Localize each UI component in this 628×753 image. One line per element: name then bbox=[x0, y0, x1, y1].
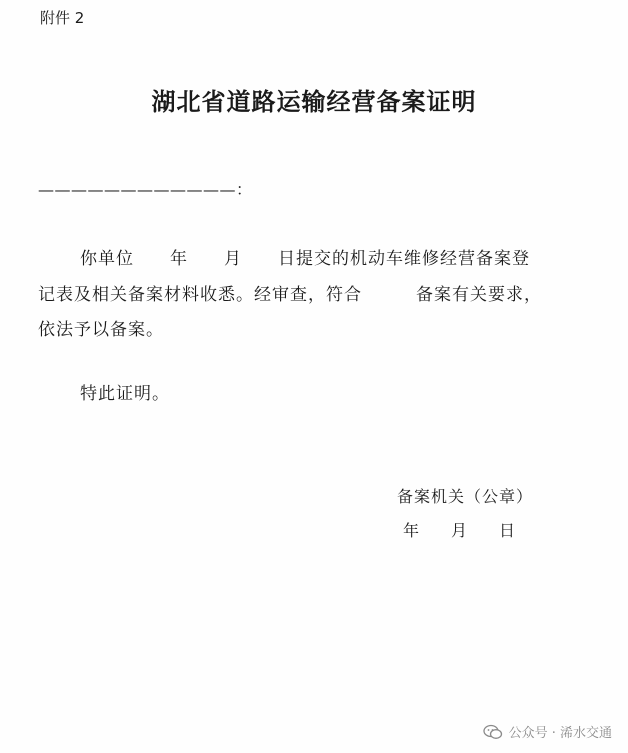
watermark bbox=[483, 722, 612, 741]
body-line-1: 你单位 年 月 日提交的机动车维修经营备案登 bbox=[80, 249, 530, 269]
watermark-text: 公众号 · 浠水交通 bbox=[508, 726, 612, 741]
document-title: 湖北省道路运输经营备案证明 bbox=[151, 87, 477, 116]
body-line-3: 依法予以备案。 bbox=[38, 320, 164, 340]
signature-date-line: 年 月 日 bbox=[403, 521, 516, 540]
certify-text: 特此证明。 bbox=[80, 384, 170, 404]
attachment-label: 附件 2 bbox=[40, 9, 85, 27]
wechat-official-account-icon bbox=[483, 724, 503, 740]
filing-authority-seal-label: 备案机关（公章） bbox=[397, 487, 534, 506]
addressee-line: ————————————： bbox=[38, 180, 253, 199]
body-line-2: 记表及相关备案材料收悉。经审查，符合 备案有关要求， bbox=[38, 285, 542, 305]
